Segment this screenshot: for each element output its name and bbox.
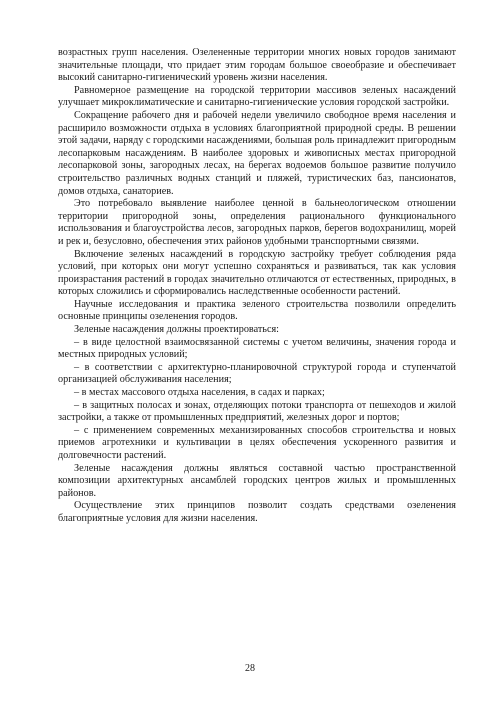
- list-item-2: – в соответствии с архитектурно-планировочной структурой города и ступенчатой организацией обслуживания населения;: [58, 361, 456, 386]
- list-item-1: – в виде целостной взаимосвязанной системы с учетом величины, значения города и местных природных условий;: [58, 336, 456, 361]
- list-item-3: – в местах массового отдыха населения, в садах и парках;: [74, 387, 325, 399]
- paragraph-6: Научные исследования и практика зеленого строительства позволили определить основные принципы озеленения городов.: [58, 298, 456, 323]
- body-text: [58, 47, 456, 526]
- page-number: 28: [245, 663, 255, 674]
- paragraph-5: Включение зеленых насаждений в городскую застройку требует соблюдения ряда условий, при которых они могут успешно сохраняться и развиваться, так как условия произрастания растений в городах значительно отличаются от естественных, природных, в которых сложились и сформировались наследственные особенности растений.: [58, 248, 456, 298]
- paragraph-9: Осуществление этих принципов позволит создать средствами озеленения благоприятные условия для жизни населения.: [58, 500, 456, 524]
- paragraph-1: возрастных групп населения. Озелененные территории многих новых городов занимают значительные площади, что придает этим городам большое своеобразие и обеспечивает высокий санитарно-гигиенический уровень жизни населения.: [58, 47, 456, 84]
- list-item-4: – в защитных полосах и зонах, отделяющих потоки транспорта от пешеходов и жилой застройки, а также от промышленных предприятий, железных дорог и портов;: [58, 399, 456, 424]
- paragraph-2: Равномерное размещение на городской территории массивов зеленых насаждений улучшает микроклиматические и санитарно-гигиенические условия городской застройки.: [58, 84, 456, 109]
- paragraph-4: Это потребовало выявление наиболее ценной в бальнеологическом отношении территории пригородной зоны, определения рационального функционального использования и благоустройства лесов, загородных парков, берегов водохранилищ, морей и рек и, безусловно, обеспечения этих районов удобными транспортными связями.: [58, 198, 456, 247]
- paragraph-8: Зеленые насаждения должны являться составной частью пространственной композиции архитектурных ансамблей городских центров жилых и промышленных районов.: [58, 462, 456, 499]
- paragraph-3: Сокращение рабочего дня и рабочей недели увеличило свободное время населения и расширило возможности отдыха в условиях благоприятной природной среды. В решении этой задачи, наряду с городскими насаждениями, большая роль принадлежит пригородным лесопарковым насаждениям. В наиболее здоровых и живописных местах пригородной лесопарковой зоны, загородных лесах, на берегах водоемов большое развитие получило строительство различных водных станций и пляжей, туристических баз, пансионатов, домов отдыха, санаториев.: [58, 109, 456, 197]
- list-item-5: – с применением современных механизированных способов строительства и новых приемов агротехники и культивации в целях обеспечения ускоренного развития и долговечности растений.: [58, 424, 456, 461]
- paragraph-7: Зеленые насаждения должны проектироваться:: [74, 324, 279, 336]
